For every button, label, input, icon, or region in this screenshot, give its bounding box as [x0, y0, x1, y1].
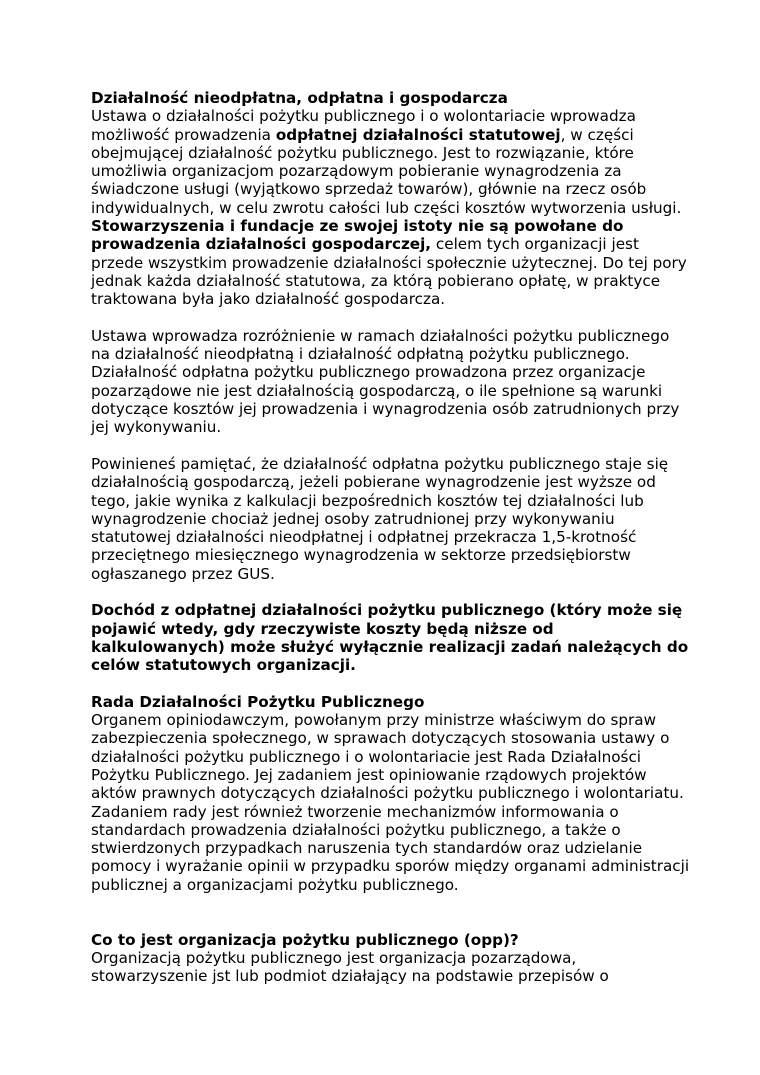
document-page — [91, 89, 691, 986]
paragraph: Organizacją pożytku publicznego jest organizacja pozarządowa, stowarzyszenie jst lub podmiot działający na podstawie przepisów o — [91, 948, 609, 986]
section-heading: Rada Działalności Pożytku Publicznego — [91, 692, 425, 711]
paragraph: Powinieneś pamiętać, że działalność odpłatna pożytku publicznego staje się działalnością gospodarczą, jeżeli pobierane wynagrodzenie jest wyższe od tego, jakie wynika z kalkulacji bezpośrednich kosztów tej działalności lub wynagrodzenie chociaż jednej osoby zatrudnionej przy wykonywaniu statutowej działalności nieodpłatnej i odpłatnej przekracza 1,5-krotność przeciętnego miesięcznego wynagrodzenia w sektorze przedsiębiorstw ogłaszanego przez GUS. — [91, 454, 669, 583]
paragraph: Ustawa wprowadza rozróżnienie w ramach działalności pożytku publicznego na działalność nieodpłatną i działalność odpłatną pożytku publicznego. Działalność odpłatna pożytku publicznego prowadzona przez organizacje pozarządowe nie jest działalnością gospodarczą, o ile spełnione są warunki dotyczące kosztów jej prowadzenia i wynagrodzenia osób zatrudnionych przy jej wykonywaniu. — [91, 326, 680, 437]
section-heading: Co to jest organizacja pożytku publicznego (opp)? — [91, 930, 519, 949]
section-heading: Działalność nieodpłatna, odpłatna i gospodarcza — [91, 89, 508, 107]
paragraph: Organem opiniodawczym, powołanym przy ministrze właściwym do spraw zabezpieczenia społecznego, w sprawach dotyczących stosowania ustawy o działalności pożytku publicznego i o wolontariacie jest Rada Działalności Pożytku Publicznego. Jej zadaniem jest opiniowanie rządowych projektów aktów prawnych dotyczących działalności pożytku publicznego i wolontariatu. Zadaniem rady jest również tworzenie mechanizmów informowania o standardach prowadzenia działalności pożytku publicznego, a także o stwierdzonych przypadkach naruszenia tych standardów oraz udzielanie pomocy i wyrażanie opinii w przypadku sporów między organami administracji publicznej a organizacjami pożytku publicznego. — [91, 711, 690, 894]
paragraph: Ustawa o działalności pożytku publicznego i o wolontariacie wprowadza możliwość prowadzenia odpłatnej działalności statutowej, w części obejmującej działalność pożytku publicznego. Jest to rozwiązanie, które umożliwia organizacjom pozarządowym pobieranie wynagrodzenia za świadczone usługi (wyjątkowo sprzedaż towarów), głównie na rzecz osób indywidualnych, w celu zwrotu całości lub części kosztów wytworzenia usługi. Stowarzyszenia i fundacje ze swojej istoty nie są powołane do prowadzenia działalności gospodarczej, celem tych organizacji jest przede wszystkim prowadzenie działalności społecznie użytecznej. Do tej pory jednak każda działalność statutowa, za którą pobierano opłatę, w praktyce traktowana była jako działalność gospodarcza. — [91, 107, 687, 309]
paragraph-bold: Dochód z odpłatnej działalności pożytku publicznego (który może się pojawić wtedy, gdy rzeczywiste koszty będą niższe od kalkulowanych) może służyć wyłącznie realizacji zadań należących do celów statutowych organizacji. — [91, 601, 689, 675]
